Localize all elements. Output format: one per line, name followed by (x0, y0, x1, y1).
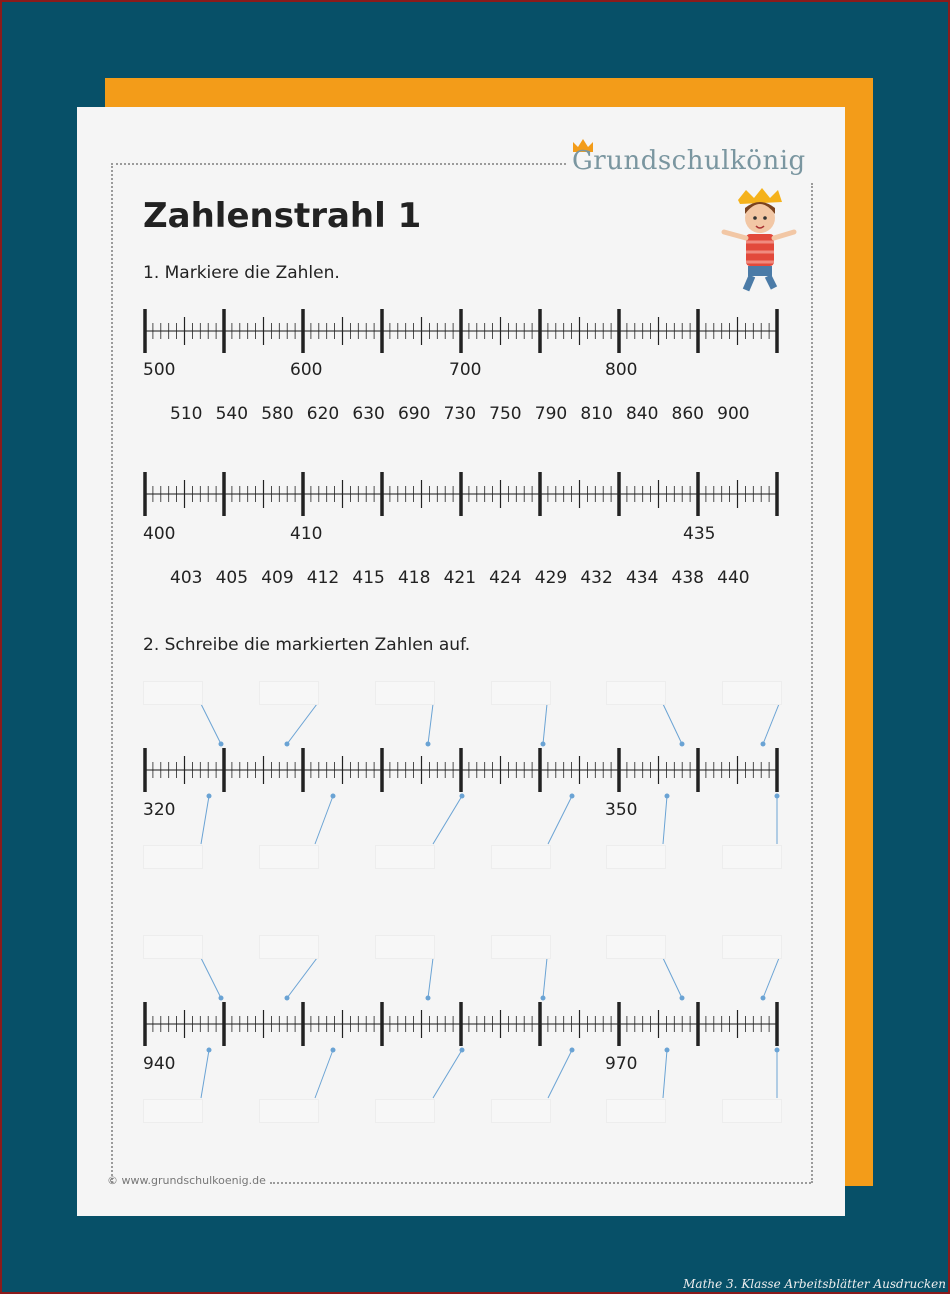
line1-label-600: 600 (290, 360, 323, 380)
arrow-head (680, 996, 685, 1001)
answer-box[interactable] (606, 935, 666, 959)
line2-number: 409 (261, 568, 294, 588)
line3-label-350: 350 (605, 800, 638, 820)
answer-box[interactable] (606, 845, 666, 869)
answer-box[interactable] (491, 1099, 551, 1123)
pointer-arrow (763, 958, 779, 998)
pointer-arrow (663, 958, 682, 998)
answer-box[interactable] (143, 681, 203, 705)
worksheet-title: Zahlenstrahl 1 (143, 196, 422, 236)
line2-number: 421 (443, 568, 477, 588)
line2-number: 403 (170, 568, 203, 588)
line2-label-435: 435 (683, 524, 716, 544)
line1-number: 630 (352, 404, 385, 424)
answer-box[interactable] (375, 1099, 435, 1123)
line1-label-500: 500 (143, 360, 176, 380)
arrow-head (570, 1048, 575, 1053)
answer-box[interactable] (491, 681, 551, 705)
line2-number: 432 (580, 568, 613, 588)
line1-number: 810 (580, 404, 613, 424)
line1-number: 510 (170, 404, 203, 424)
line2-number: 412 (306, 568, 340, 588)
line2-number: 440 (717, 568, 750, 588)
line2-number: 424 (489, 568, 522, 588)
arrow-head (426, 996, 431, 1001)
answer-box[interactable] (606, 681, 666, 705)
pointer-arrow (663, 1050, 667, 1098)
line1-number: 580 (261, 404, 294, 424)
line2-number: 429 (534, 568, 568, 588)
pointer-arrow (543, 958, 547, 998)
task-2-instruction: 2. Schreibe die markierten Zahlen auf. (143, 635, 471, 655)
line1-number: 790 (534, 404, 568, 424)
answer-box[interactable] (259, 935, 319, 959)
answer-box[interactable] (375, 935, 435, 959)
line4-label-970: 970 (605, 1054, 638, 1074)
line2-label-400: 400 (143, 524, 176, 544)
arrow-head (761, 996, 766, 1001)
answer-box[interactable] (259, 1099, 319, 1123)
line1-number: 730 (443, 404, 477, 424)
line1-number: 540 (215, 404, 249, 424)
pointer-arrow (201, 958, 221, 998)
answer-box[interactable] (722, 935, 782, 959)
line1-number: 620 (306, 404, 340, 424)
task-1-instruction: 1. Markiere die Zahlen. (143, 263, 340, 283)
arrow-head (775, 1048, 780, 1053)
answer-box[interactable] (259, 845, 319, 869)
line1-number: 750 (489, 404, 522, 424)
line1-number: 900 (717, 404, 750, 424)
line2-number: 405 (215, 568, 249, 588)
line1-number: 860 (671, 404, 704, 424)
footer-url: © www.grundschulkoenig.de (107, 1174, 266, 1187)
line2-number: 418 (397, 568, 431, 588)
pointer-arrow (428, 958, 433, 998)
pointer-arrow (548, 1050, 572, 1098)
answer-box[interactable] (606, 1099, 666, 1123)
answer-box[interactable] (722, 681, 782, 705)
answer-box[interactable] (491, 935, 551, 959)
line1-label-800: 800 (605, 360, 638, 380)
answer-box[interactable] (375, 845, 435, 869)
line3-label-320: 320 (143, 800, 176, 820)
line4-label-940: 940 (143, 1054, 176, 1074)
arrow-head (541, 996, 546, 1001)
brand-logo: Grundschulkönig (572, 146, 806, 176)
answer-box[interactable] (722, 845, 782, 869)
line1-number: 690 (397, 404, 431, 424)
pointer-arrow (315, 1050, 333, 1098)
answer-box[interactable] (259, 681, 319, 705)
line1-label-700: 700 (449, 360, 482, 380)
arrow-head (285, 996, 290, 1001)
answer-box[interactable] (143, 935, 203, 959)
arrow-head (331, 1048, 336, 1053)
arrow-head (207, 1048, 212, 1053)
answer-box[interactable] (491, 845, 551, 869)
arrow-head (460, 1048, 465, 1053)
pointer-arrow (287, 958, 317, 998)
pointer-arrow (201, 1050, 209, 1098)
line1-number: 840 (625, 404, 659, 424)
pointer-arrow (433, 1050, 462, 1098)
arrow-head (219, 996, 224, 1001)
answer-box[interactable] (375, 681, 435, 705)
line2-number: 415 (352, 568, 385, 588)
answer-box[interactable] (143, 845, 203, 869)
arrow-head (665, 1048, 670, 1053)
line2-number: 438 (671, 568, 704, 588)
answer-box[interactable] (722, 1099, 782, 1123)
line2-label-410: 410 (290, 524, 323, 544)
line2-number: 434 (625, 568, 659, 588)
image-caption: Mathe 3. Klasse Arbeitsblätter Ausdrucken (683, 1277, 946, 1291)
answer-box[interactable] (143, 1099, 203, 1123)
